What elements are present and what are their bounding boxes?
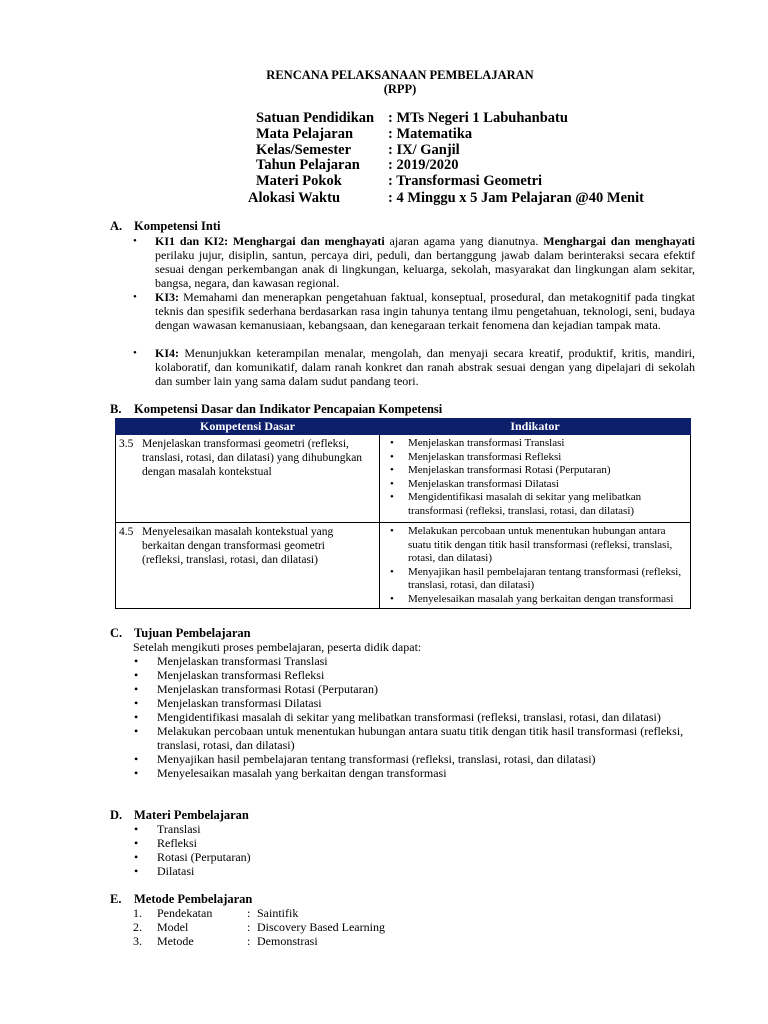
item-key: Metode (157, 934, 194, 948)
list-item: • Menjelaskan transformasi Refleksi (408, 451, 687, 465)
list-item: • Menjelaskan transformasi Translasi (157, 654, 687, 668)
indikator-cell (380, 435, 691, 523)
section-letter: B. (110, 402, 122, 416)
section-a-heading (110, 219, 220, 234)
list-item (133, 934, 385, 948)
indikator-cell (380, 523, 691, 609)
section-c-intro: Setelah mengikuti proses pembelajaran, peserta didik dapat: (133, 640, 422, 654)
item-number: 2. (133, 920, 142, 934)
identity-value: : Matematika (388, 126, 473, 142)
identity-label: Kelas/Semester (256, 142, 352, 158)
table-header-kd: Kompetensi Dasar (116, 419, 380, 435)
ki1-label2: Menghargai dan menghayati (543, 234, 695, 248)
tujuan-list (157, 654, 687, 780)
list-item: • Melakukan percobaan untuk menentukan hubungan antara suatu titik dengan titik hasil transformasi (refleksi, translasi, rotasi, dan dilatasi) (408, 525, 687, 566)
item-separator: : (247, 934, 251, 948)
list-item: • Menjelaskan transformasi Rotasi (Perputaran) (157, 682, 687, 696)
list-item (133, 906, 385, 920)
item-number: 3. (133, 934, 142, 948)
identity-label: Alokasi Waktu (248, 190, 341, 206)
table-header-indikator: Indikator (380, 419, 691, 435)
ki1-text: ajaran agama yang dianutnya. (384, 234, 544, 248)
list-item: • Menyajikan hasil pembelajaran tentang transformasi (refleksi, translasi, rotasi, dan dilatasi) (157, 752, 687, 766)
kd-number: 3.5 (119, 438, 134, 450)
indikator-list (383, 437, 687, 518)
ki4-text: Menunjukkan keterampilan menalar, mengolah, dan menyaji secara kreatif, produktif, kritis, mandiri, kolaboratif, dan komunikatif, dalam ranah konkret dan ranah abstrak sesuai dengan yang dipelajari di sekolah dan sumber lain yang sama dalam sudut pandang teori. (155, 346, 695, 388)
identity-label: Tahun Pelajaran (256, 157, 360, 173)
identity-label: Materi Pokok (256, 173, 342, 189)
identity-label: Mata Pelajaran (256, 126, 354, 142)
identity-value: : Transformasi Geometri (388, 173, 543, 189)
identity-value: : 4 Minggu x 5 Jam Pelajaran @40 Menit (388, 190, 644, 206)
list-item: • Menyajikan hasil pembelajaran tentang transformasi (refleksi, translasi, rotasi, dan dilatasi) (408, 566, 687, 593)
section-e-heading (110, 892, 252, 907)
list-item: • Dilatasi (157, 864, 687, 878)
item-value: Discovery Based Learning (257, 920, 385, 934)
doc-subtitle: (RPP) (383, 82, 417, 96)
bullet-icon: • (133, 235, 137, 247)
section-title: Materi Pembelajaran (134, 808, 249, 822)
doc-title: RENCANA PELAKSANAAN PEMBELAJARAN (266, 68, 534, 82)
bullet-icon: • (133, 291, 137, 303)
identity-label: Satuan Pendidikan (256, 110, 375, 126)
list-item (133, 920, 385, 934)
indikator-list (383, 525, 687, 606)
section-title: Metode Pembelajaran (134, 892, 253, 906)
ki4-paragraph (155, 346, 695, 388)
item-value: Saintifik (257, 906, 299, 920)
materi-list (157, 822, 687, 878)
ki4-label: KI4: (155, 346, 179, 360)
section-letter: C. (110, 626, 123, 640)
bullet-icon: • (133, 347, 137, 359)
identity-value: : IX/ Ganjil (388, 142, 460, 158)
ki3-label: KI3: (155, 290, 179, 304)
item-value: Demonstrasi (257, 934, 318, 948)
kd-table (115, 418, 691, 609)
section-c-heading (110, 626, 251, 641)
list-item: • Menyelesaikan masalah yang berkaitan dengan transformasi (408, 593, 687, 607)
kd-text: Menyelesaikan masalah kontekstual yang berkaitan dengan transformasi geometri (refleksi, translasi, rotasi, dan dilatasi) (142, 526, 334, 566)
list-item: • Translasi (157, 822, 687, 836)
list-item: • Mengidentifikasi masalah di sekitar yang melibatkan transformasi (refleksi, translasi, rotasi, dan dilatasi) (408, 491, 687, 518)
item-key: Pendekatan (157, 906, 213, 920)
metode-list (133, 906, 385, 948)
section-d-heading (110, 808, 249, 823)
kd-cell (116, 435, 380, 523)
section-letter: D. (110, 808, 123, 822)
section-title: Kompetensi Dasar dan Indikator Pencapaian Kompetensi (134, 402, 443, 416)
table-header-row (116, 419, 691, 435)
list-item: • Menyelesaikan masalah yang berkaitan dengan transformasi (157, 766, 687, 780)
list-item: • Mengidentifikasi masalah di sekitar yang melibatkan transformasi (refleksi, translasi, rotasi, dan dilatasi) (157, 710, 667, 724)
section-title: Kompetensi Inti (134, 219, 221, 233)
item-separator: : (247, 920, 251, 934)
ki3-text: Memahami dan menerapkan pengetahuan faktual, konseptual, prosedural, dan metakognitif pada tingkat teknis dan spesifik sederhana berdasarkan rasa ingin tahunya tentang ilmu pengetahuan, teknologi, seni, budaya dengan wawasan kemanusiaan, kebangsaan, dan kenegaraan terkait fenomena dan kejadian tampak mata. (155, 290, 695, 332)
list-item: • Rotasi (Perputaran) (157, 850, 687, 864)
item-number: 1. (133, 906, 142, 920)
identity-value: : 2019/2020 (388, 157, 459, 173)
section-letter: A. (110, 219, 123, 233)
item-key: Model (157, 920, 189, 934)
item-separator: : (247, 906, 251, 920)
table-row (116, 523, 691, 609)
list-item: • Menjelaskan transformasi Translasi (408, 437, 687, 451)
list-item: • Menjelaskan transformasi Rotasi (Perputaran) (408, 464, 687, 478)
section-letter: E. (110, 892, 122, 906)
kd-text: Menjelaskan transformasi geometri (refleksi, translasi, rotasi, dan dilatasi) yang dihubungkan dengan masalah kontekstual (142, 438, 363, 478)
ki1-label: KI1 dan KI2: Menghargai dan menghayati (155, 234, 385, 248)
section-title: Tujuan Pembelajaran (134, 626, 251, 640)
list-item: • Refleksi (157, 836, 687, 850)
list-item: • Melakukan percobaan untuk menentukan hubungan antara suatu titik dengan titik hasil transformasi (refleksi, translasi, rotasi, dan dilatasi) (157, 724, 687, 752)
ki1-paragraph (155, 234, 695, 290)
ki1-text2: perilaku jujur, disiplin, santun, percaya diri, peduli, dan bertanggung jawab dalam berinteraksi secara efektif sesuai dengan perkembangan anak di lingkungan, keluarga, sekolah, masyarakat dan lingkungan alam sekitar, bangsa, negara, dan kawasan regional. (155, 248, 695, 290)
kd-cell (116, 523, 380, 609)
list-item: • Menjelaskan transformasi Dilatasi (408, 478, 687, 492)
table-row (116, 435, 691, 523)
kd-number: 4.5 (119, 526, 134, 538)
ki3-paragraph (155, 290, 695, 332)
list-item: • Menjelaskan transformasi Refleksi (157, 668, 687, 682)
list-item: • Menjelaskan transformasi Dilatasi (157, 696, 687, 710)
section-b-heading (110, 402, 442, 417)
identity-value: : MTs Negeri 1 Labuhanbatu (388, 110, 568, 126)
